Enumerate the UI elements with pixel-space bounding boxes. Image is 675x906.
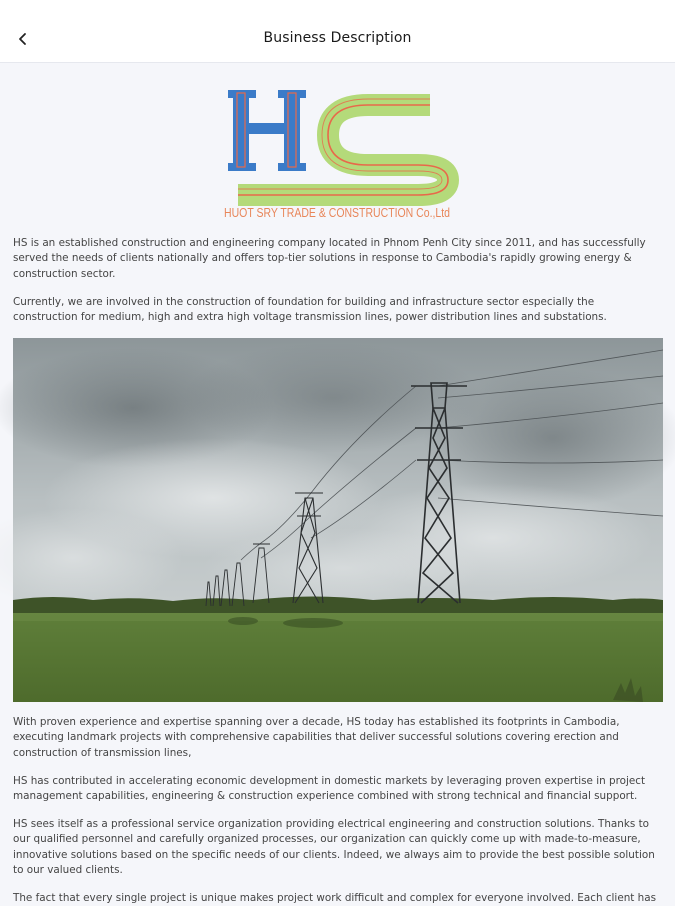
company-logo (218, 85, 468, 225)
business-description-content (0, 63, 675, 904)
company-name-text: HUOT SRY TRADE & CONSTRUCTION Co.,Ltd (224, 205, 450, 220)
page-title: Business Description (263, 30, 412, 46)
paragraph-current-work: Currently, we are involved in the construction of foundation for building and infrastructure sector especially the construction for medium, high and extra high voltage transmission lines, power distribution lines and substations. (13, 296, 607, 324)
paragraph-intro: HS is an established construction and engineering company located in Phnom Penh City since 2011, and has successfully served the needs of clients nationally and offers top-tier solutions in response to Cambodia's rapidly growing energy & construction sector. (13, 237, 646, 280)
paragraph-service: HS sees itself as a professional service organization providing electrical engineering and construction solutions. Thanks to our qualified personnel and carefully organized processes, our organization can quickly come up with made-to-measure, innovative solutions based on the specific needs of our clients. Indeed, we always aim to provide the best possible solution to our valued clients. (13, 818, 655, 877)
app-header (0, 0, 675, 63)
paragraph-contribution: HS has contributed in accelerating economic development in domestic markets by leveraging proven expertise in project management capabilities, engineering & construction experience combined with strong technical and financial support. (13, 775, 646, 803)
transmission-towers-field-image (13, 338, 663, 702)
paragraph-experience: With proven experience and expertise spanning over a decade, HS today has established its footprints in Cambodia, executing landmark projects with comprehensive capabilities that deliver successful solutions covering erection and construction of transmission lines, (13, 716, 620, 759)
paragraph-projects: The fact that every single project is unique makes project work difficult and complex for everyone involved. Each client has (13, 892, 657, 904)
